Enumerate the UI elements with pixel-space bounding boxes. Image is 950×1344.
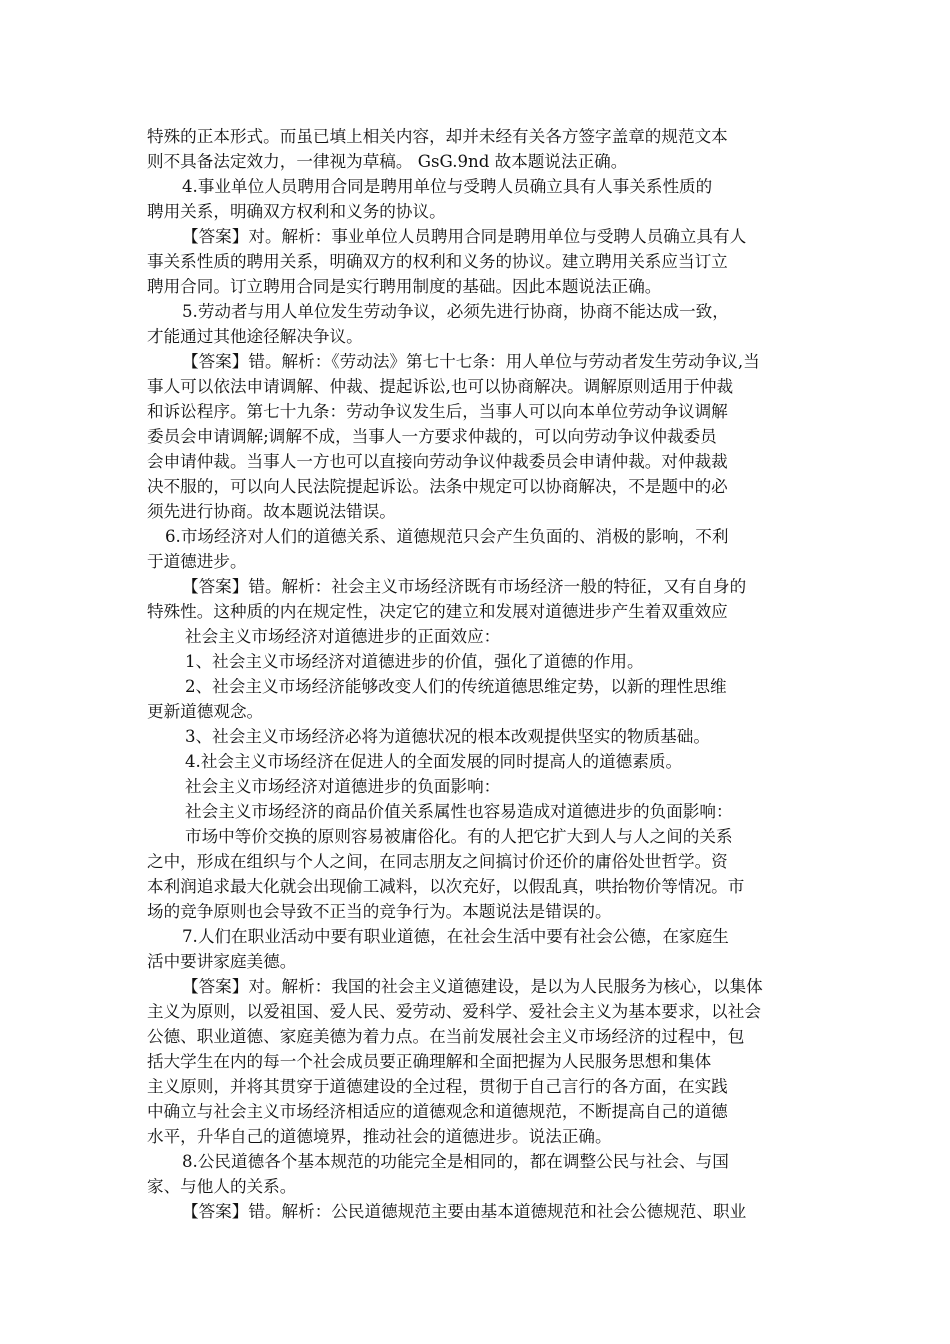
text-line: 特殊性。这种质的内在规定性，决定它的建立和发展对道德进步产生着双重效应 [147, 602, 728, 621]
list-item: 1、社会主义市场经济对道德进步的价值，强化了道德的作用。 [185, 652, 644, 671]
text-line: 主义原则，并将其贯穿于道德建设的全过程，贯彻于自己言行的各方面，在实践 [147, 1077, 728, 1096]
text-line: 聘用合同。订立聘用合同是实行聘用制度的基础。因此本题说法正确。 [147, 277, 662, 296]
text-line: 活中要讲家庭美德。 [147, 952, 297, 971]
text-line: 才能通过其他途径解决争议。 [147, 327, 363, 346]
text-line: 市场中等价交换的原则容易被庸俗化。有的人把它扩大到人与人之间的关系 [185, 827, 733, 846]
text-line: 于道德进步。 [147, 552, 247, 571]
question-6: 6.市场经济对人们的道德关系、道德规范只会产生负面的、消极的影响，不利 [165, 527, 729, 546]
question-7: 7.人们在职业活动中要有职业道德，在社会生活中要有社会公德，在家庭生 [182, 927, 729, 946]
text-line: 括大学生在内的每一个社会成员要正确理解和全面把握为人民服务思想和集体 [147, 1052, 712, 1071]
text-line: 主义为原则，以爱祖国、爱人民、爱劳动、爱科学、爱社会主义为基本要求，以社会 [147, 1002, 761, 1021]
text-line: 之中，形成在组织与个人之间，在同志朋友之间搞讨价还价的庸俗处世哲学。资 [147, 852, 728, 871]
text-line: 会申请仲裁。当事人一方也可以直接向劳动争议仲裁委员会申请仲裁。对仲裁裁 [147, 452, 728, 471]
text-line: 特殊的正本形式。而虽已填上相关内容，却并未经有关各方签字盖章的规范文本 [147, 127, 728, 146]
list-item: 2、社会主义市场经济能够改变人们的传统道德思维定势，以新的理性思维 [185, 677, 727, 696]
question-4: 4.事业单位人员聘用合同是聘用单位与受聘人员确立具有人事关系性质的 [182, 177, 713, 196]
answer-7: 【答案】对。解析：我国的社会主义道德建设，是以为人民服务为核心，以集体 [182, 977, 763, 996]
text-line: 中确立与社会主义市场经济相适应的道德观念和道德规范，不断提高自己的道德 [147, 1102, 728, 1121]
text-line: 则不具备法定效力，一律视为草稿。 GsG.9nd 故本题说法正确。 [147, 152, 628, 171]
text-line: 事关系性质的聘用关系，明确双方的权利和义务的协议。建立聘用关系应当订立 [147, 252, 728, 271]
text-line: 决不服的，可以向人民法院提起诉讼。法条中规定可以协商解决，不是题中的必 [147, 477, 728, 496]
text-line: 家、与他人的关系。 [147, 1177, 297, 1196]
text-line: 更新道德观念。 [147, 702, 264, 721]
text-line: 须先进行协商。故本题说法错误。 [147, 502, 396, 521]
text-line: 场的竞争原则也会导致不正当的竞争行为。本题说法是错误的。 [147, 902, 612, 921]
list-item: 3、社会主义市场经济必将为道德状况的根本改观提供坚实的物质基础。 [185, 727, 710, 746]
text-line: 事人可以依法申请调解、仲裁、提起诉讼,也可以协商解决。调解原则适用于仲裁 [147, 377, 734, 396]
answer-8: 【答案】错。解析：公民道德规范主要由基本道德规范和社会公德规范、职业 [182, 1202, 747, 1221]
text-line: 公德、职业道德、家庭美德为着力点。在当前发展社会主义市场经济的过程中，包 [147, 1027, 745, 1046]
text-line: 聘用关系，明确双方权利和义务的协议。 [147, 202, 446, 221]
list-item: 4.社会主义市场经济在促进人的全面发展的同时提高人的道德素质。 [185, 752, 683, 771]
document-page [147, 124, 809, 1224]
answer-5: 【答案】错。解析：《劳动法》第七十七条：用人单位与劳动者发生劳动争议,当 [182, 352, 760, 371]
answer-6: 【答案】错。解析：社会主义市场经济既有市场经济一般的特征，又有自身的 [182, 577, 747, 596]
text-line: 社会主义市场经济对道德进步的负面影响： [185, 777, 501, 796]
text-line: 社会主义市场经济的商品价值关系属性也容易造成对道德进步的负面影响： [185, 802, 733, 821]
text-line: 本利润追求最大化就会出现偷工减料，以次充好，以假乱真，哄抬物价等情况。市 [147, 877, 745, 896]
question-5: 5.劳动者与用人单位发生劳动争议，必须先进行协商，协商不能达成一致， [182, 302, 729, 321]
question-8: 8.公民道德各个基本规范的功能完全是相同的，都在调整公民与社会、与国 [182, 1152, 729, 1171]
text-line: 和诉讼程序。第七十九条：劳动争议发生后，当事人可以向本单位劳动争议调解 [147, 402, 728, 421]
text-line: 委员会申请调解;调解不成，当事人一方要求仲裁的，可以向劳动争议仲裁委员 [147, 427, 717, 446]
answer-4: 【答案】对。解析：事业单位人员聘用合同是聘用单位与受聘人员确立具有人 [182, 227, 747, 246]
text-line: 水平，升华自己的道德境界，推动社会的道德进步。说法正确。 [147, 1127, 612, 1146]
text-line: 社会主义市场经济对道德进步的正面效应： [185, 627, 501, 646]
